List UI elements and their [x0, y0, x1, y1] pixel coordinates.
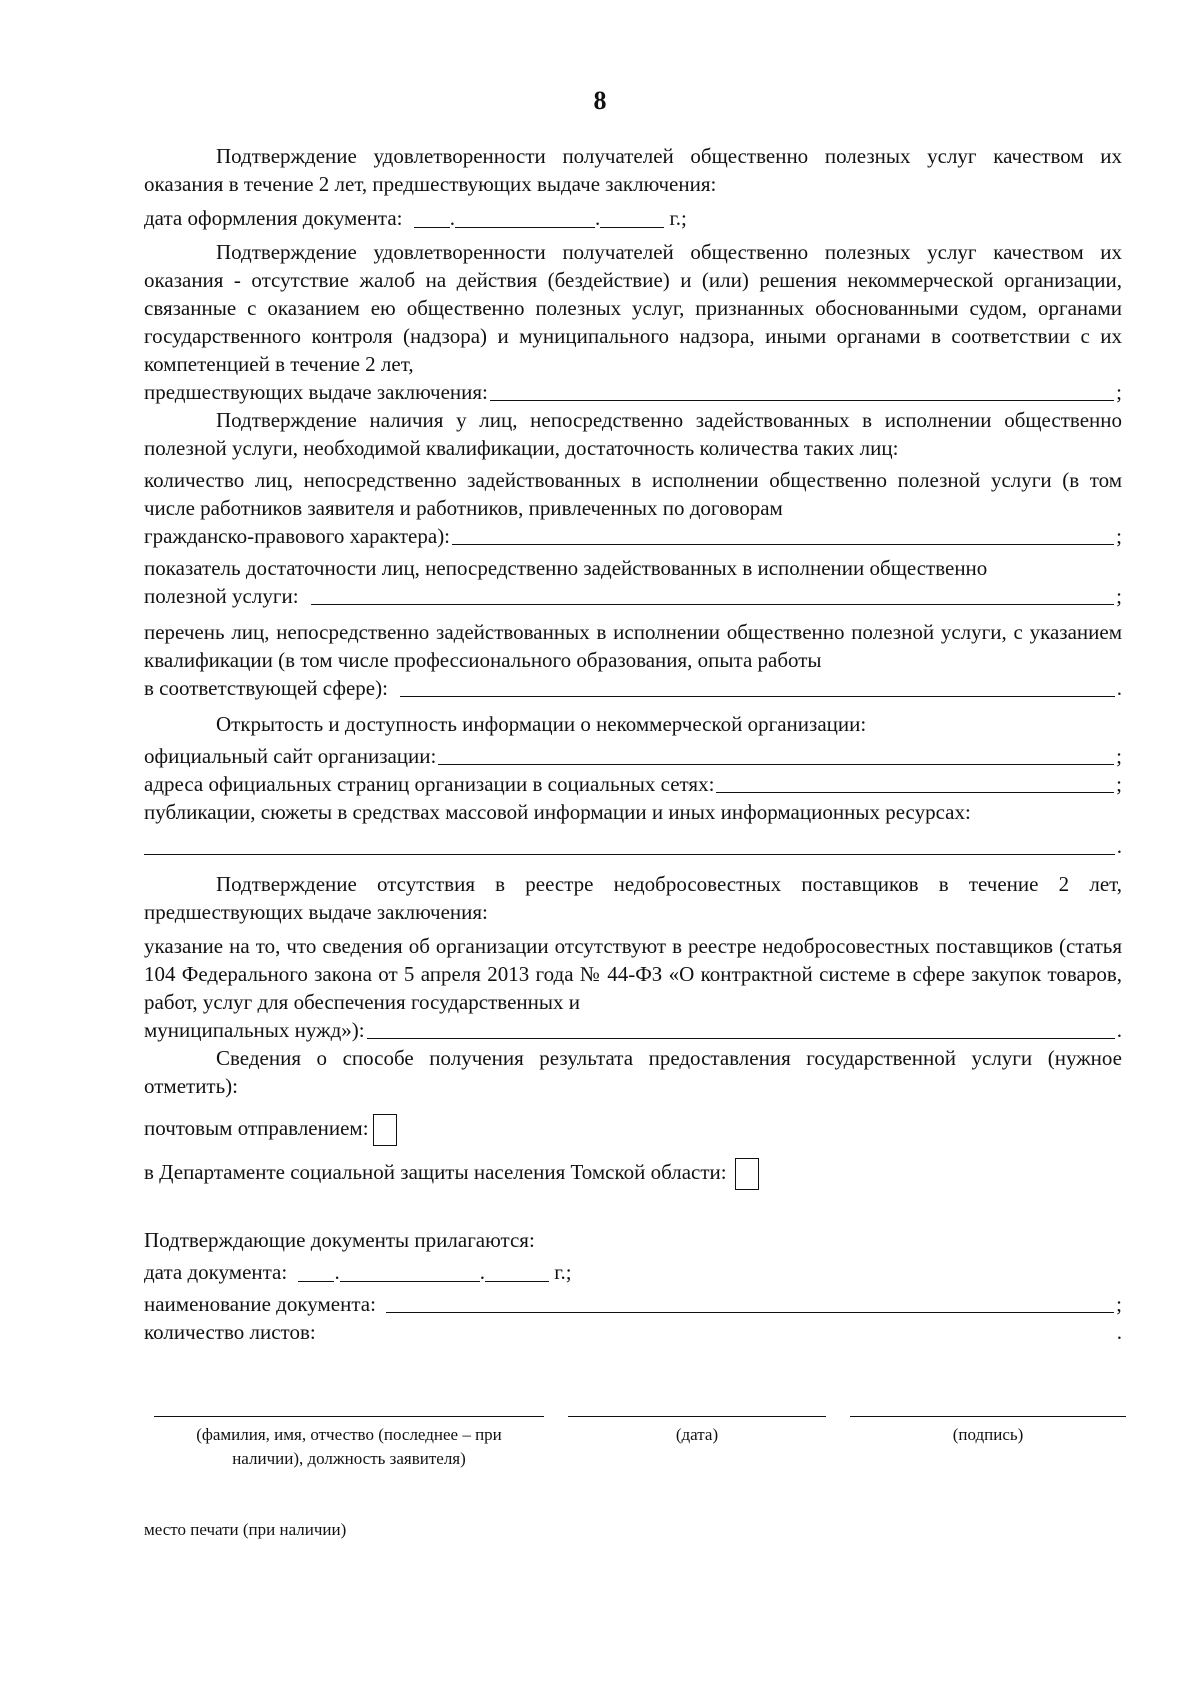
staff-list-label: в соответствующей сфере):	[144, 676, 388, 700]
staff-count-label: гражданско-правового характера):	[144, 524, 451, 548]
attachment-sheets-line	[144, 1318, 1122, 1346]
sufficiency-label: полезной услуги:	[144, 584, 299, 608]
signature-fio-caption-1: (фамилия, имя, отчество (последнее – при	[196, 1425, 502, 1444]
attachment-date-month-field[interactable]	[340, 1261, 480, 1282]
satisfaction-heading: Подтверждение удовлетворенности получателей общественно полезных услуг качеством их оказания в течение 2 лет, предшествующих выдаче заключения:	[144, 144, 1122, 196]
delivery-department-option	[144, 1154, 1122, 1190]
delivery-mail-label: почтовым отправлением:	[144, 1116, 369, 1140]
satisfaction-date-month-field[interactable]	[455, 207, 595, 228]
satisfaction-date-suffix: г.;	[669, 206, 687, 230]
site-field[interactable]	[438, 744, 1114, 765]
staff-count-text: количество лиц, непосредственно задействованных в исполнении общественно полезной услуги (в том числе работников заявителя и работников, привлеченных по договорам	[144, 468, 1122, 520]
form-content	[144, 142, 1122, 1346]
no-complaints-line	[144, 378, 1122, 406]
site-line	[144, 742, 1122, 770]
social-line	[144, 770, 1122, 798]
site-label: официальный сайт организации:	[144, 744, 437, 768]
sufficiency-line	[144, 582, 1122, 610]
registry-text: указание на то, что сведения об организации отсутствуют в реестре недобросовестных поставщиков (статья 104 Федерального закона от 5 апреля 2013 года № 44-ФЗ «О контрактной системе в сфере закупок товаров, работ, услуг для обеспечения государственных и	[144, 934, 1122, 1014]
social-label: адреса официальных страниц организации в социальных сетях:	[144, 772, 715, 796]
staff-count-end: ;	[1116, 524, 1122, 548]
page-number: 8	[593, 86, 607, 115]
no-complaints-label: предшествующих выдаче заключения:	[144, 380, 488, 404]
sufficiency-field[interactable]	[311, 584, 1115, 605]
signature-sign-line[interactable]	[850, 1416, 1126, 1423]
signature-date-block	[568, 1416, 826, 1447]
delivery-heading: Сведения о способе получения результата предоставления государственной услуги (нужное отметить):	[144, 1046, 1122, 1098]
signature-date-caption: (дата)	[675, 1425, 719, 1444]
satisfaction-date-day-field[interactable]	[414, 207, 450, 228]
attachment-date-label: дата документа:	[144, 1260, 288, 1284]
registry-line	[144, 1016, 1122, 1044]
delivery-mail-option	[144, 1110, 1122, 1146]
media-field[interactable]	[144, 834, 1115, 855]
attachment-name-field[interactable]	[386, 1292, 1114, 1313]
registry-end: .	[1116, 1018, 1122, 1042]
signature-fio-block	[154, 1416, 544, 1471]
signature-date-line[interactable]	[568, 1416, 826, 1423]
qualification-heading: Подтверждение наличия у лиц, непосредственно задействованных в исполнении общественно полезной услуги, необходимой квалификации, достаточность количества таких лиц:	[144, 408, 1122, 460]
delivery-mail-checkbox[interactable]	[373, 1114, 397, 1146]
delivery-department-checkbox[interactable]	[735, 1158, 759, 1190]
satisfaction-date-line: дата оформления документа: . . г.;	[144, 206, 687, 230]
openness-heading: Открытость и доступность информации о некоммерческой организации:	[216, 712, 867, 736]
signature-fio-caption-2: наличии), должность заявителя)	[232, 1449, 466, 1468]
sufficiency-text: показатель достаточности лиц, непосредственно задействованных в исполнении общественно	[144, 556, 988, 580]
attachment-date-line: дата документа: . . г.;	[144, 1260, 572, 1284]
staff-count-field[interactable]	[452, 524, 1114, 545]
attachment-sheets-end: .	[1116, 1320, 1122, 1344]
attachment-name-end: ;	[1116, 1292, 1122, 1316]
social-field[interactable]	[716, 772, 1114, 793]
staff-list-end: .	[1116, 676, 1122, 700]
attachment-sheets-label: количество листов:	[144, 1320, 316, 1344]
attachment-date-suffix: г.;	[554, 1260, 572, 1284]
registry-field[interactable]	[367, 1018, 1115, 1039]
satisfaction-date-year-field[interactable]	[600, 207, 664, 228]
attachment-date-day-field[interactable]	[298, 1261, 334, 1282]
staff-list-field[interactable]	[400, 676, 1115, 697]
signature-sign-caption: (подпись)	[952, 1425, 1024, 1444]
registry-label: муниципальных нужд»):	[144, 1018, 365, 1042]
media-end: .	[1116, 834, 1122, 858]
media-label: публикации, сюжеты в средствах массовой информации и иных информационных ресурсах:	[144, 800, 971, 824]
attachment-date-year-field[interactable]	[485, 1261, 549, 1282]
no-complaints-text: Подтверждение удовлетворенности получателей общественно полезных услуг качеством их оказания - отсутствие жалоб на действия (бездействие) и (или) решения некоммерческой организации, связанные с оказанием ею общественно полезных услуг, признанных обоснованными судом, органами государственного контроля (надзора) и муниципального надзора, иными органами в соответствии с их компетенцией в течение 2 лет,	[144, 240, 1122, 376]
no-complaints-end: ;	[1116, 380, 1122, 404]
attachment-name-line	[144, 1290, 1122, 1318]
signature-sign-block	[850, 1416, 1126, 1447]
site-end: ;	[1116, 744, 1122, 768]
stamp-place: место печати (при наличии)	[144, 1520, 347, 1539]
staff-count-line	[144, 522, 1122, 550]
delivery-department-label: в Департаменте социальной защиты населения Томской области:	[144, 1160, 727, 1184]
sufficiency-end: ;	[1116, 584, 1122, 608]
signature-fio-line[interactable]	[154, 1416, 544, 1423]
registry-heading: Подтверждение отсутствия в реестре недобросовестных поставщиков в течение 2 лет, предшествующих выдаче заключения:	[144, 872, 1122, 924]
attachments-heading: Подтверждающие документы прилагаются:	[144, 1228, 535, 1252]
attachment-name-label: наименование документа:	[144, 1292, 376, 1316]
media-line	[144, 826, 1122, 860]
no-complaints-field[interactable]	[490, 380, 1114, 401]
satisfaction-date-label: дата оформления документа:	[144, 206, 403, 230]
staff-list-text: перечень лиц, непосредственно задействованных в исполнении общественно полезной услуги, с указанием квалификации (в том числе профессионального образования, опыта работы	[144, 620, 1122, 672]
social-end: ;	[1116, 772, 1122, 796]
staff-list-line	[144, 674, 1122, 702]
